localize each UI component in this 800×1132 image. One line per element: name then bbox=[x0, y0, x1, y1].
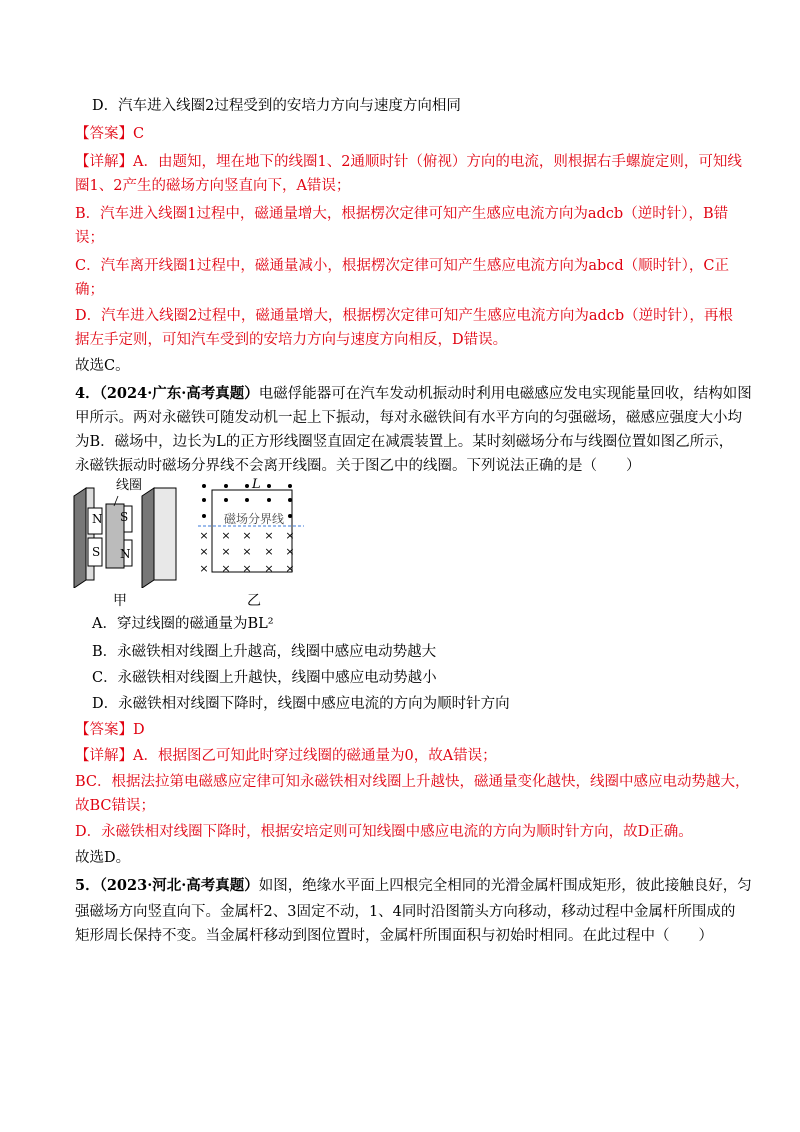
q3-detail-4: 误； bbox=[75, 230, 104, 246]
svg-text:×: × bbox=[242, 545, 252, 558]
q4-source: （2024·广东·高考真题） bbox=[99, 385, 259, 402]
fig-jia-caption: 甲 bbox=[113, 593, 127, 609]
fig-yi-side-label: L bbox=[252, 477, 261, 492]
q4-option-d: D．永磁铁相对线圈下降时，线圈中感应电流的方向为顺时针方向 bbox=[92, 696, 510, 712]
q4-option-c: C．永磁铁相对线圈上升越快，线圈中感应电动势越小 bbox=[92, 670, 437, 686]
q4-stem-4: 永磁铁振动时磁场分界线不会离开线圈。关于图乙中的线圈。下列说法正确的是（ ） bbox=[75, 458, 641, 474]
svg-text:×: × bbox=[285, 545, 295, 558]
q3-answer: 【答案】C bbox=[75, 126, 145, 142]
q4-option-b: B．永磁铁相对线圈上升越高，线圈中感应电动势越大 bbox=[92, 644, 437, 660]
q5-stem-3: 矩形周长保持不变。当金属杆移动到图位置时，金属杆所围面积与初始时相同。在此过程中（ ） bbox=[75, 928, 713, 944]
svg-text:×: × bbox=[264, 529, 274, 542]
q4-detail-4: D．永磁铁相对线圈下降时，根据安培定则可知线圈中感应电流的方向为顺时针方向，故D正确。 bbox=[75, 824, 693, 840]
q5-stem-2: 强磁场方向竖直向下。金属杆2、3固定不动，1、4同时沿图箭头方向移动，移动过程中金属杆所围成的 bbox=[75, 904, 736, 920]
q3-conclusion: 故选C。 bbox=[75, 358, 130, 374]
svg-text:×: × bbox=[242, 562, 252, 575]
q4-stem-1 bbox=[75, 384, 752, 404]
q3-detail-7: D．汽车进入线圈2过程中，磁通量增大，根据楞次定律可知产生感应电流方向为adcb（逆时针），再根 bbox=[75, 308, 733, 324]
q3-detail-8: 据左手定则，可知汽车受到的安培力方向与速度方向相反，D错误。 bbox=[75, 332, 508, 348]
figure-yi bbox=[192, 476, 312, 588]
q4-stem-text: 电磁俘能器可在汽车发动机振动时利用电磁感应发电实现能量回收，结构如图 bbox=[258, 386, 752, 402]
q5-number: 5． bbox=[75, 877, 100, 894]
q5-stem-text: 如图，绝缘水平面上四根完全相同的光滑金属杆围成矩形，彼此接触良好，匀 bbox=[258, 878, 752, 894]
fig-yi-caption: 乙 bbox=[247, 593, 261, 609]
q4-detail-2: BC．根据法拉第电磁感应定律可知永磁铁相对线圈上升越快，磁通量变化越快，线圈中感应电动势越大， bbox=[75, 774, 750, 790]
svg-text:×: × bbox=[199, 529, 209, 542]
q4-stem-2: 甲所示。两对永磁铁可随发动机一起上下振动，每对永磁铁间有水平方向的匀强磁场，磁感应强度大小均 bbox=[75, 410, 742, 426]
q4-option-a: A．穿过线圈的磁通量为BL² bbox=[92, 616, 274, 632]
svg-text:×: × bbox=[221, 545, 231, 558]
fig-jia-s-top: S bbox=[120, 510, 129, 524]
svg-text:×: × bbox=[264, 545, 274, 558]
q5-stem-1 bbox=[75, 876, 752, 896]
svg-text:×: × bbox=[221, 529, 231, 542]
svg-text:×: × bbox=[199, 562, 209, 575]
q4-stem-3: 为B．磁场中，边长为L的正方形线圈竖直固定在减震装置上。某时刻磁场分布与线圈位置如图乙所示， bbox=[75, 434, 734, 450]
q4-detail-1: 【详解】A．根据图乙可知此时穿过线圈的磁通量为0，故A错误； bbox=[75, 748, 497, 764]
svg-text:×: × bbox=[199, 545, 209, 558]
svg-text:×: × bbox=[242, 529, 252, 542]
svg-text:×: × bbox=[264, 562, 274, 575]
q4-number: 4． bbox=[75, 385, 100, 402]
svg-text:×: × bbox=[221, 562, 231, 575]
svg-text:×: × bbox=[285, 562, 295, 575]
fig-yi-boundary-label: 磁场分界线 bbox=[224, 512, 285, 526]
q4-conclusion: 故选D。 bbox=[75, 850, 131, 866]
q3-detail-1: 【详解】A．由题知，埋在地下的线圈1、2通顺时针（俯视）方向的电流，则根据右手螺旋定则，可知线 bbox=[75, 154, 742, 170]
q3-option-d: D．汽车进入线圈2过程受到的安培力方向与速度方向相同 bbox=[92, 98, 461, 114]
q3-detail-6: 确； bbox=[75, 282, 104, 298]
fig-jia-n-top: N bbox=[92, 512, 103, 526]
fig-jia-s-bottom: S bbox=[92, 545, 101, 559]
q4-answer: 【答案】D bbox=[75, 722, 145, 738]
q5-source: （2023·河北·高考真题） bbox=[99, 877, 259, 894]
q4-detail-3: 故BC错误； bbox=[75, 798, 156, 814]
q3-detail-3: B．汽车进入线圈1过程中，磁通量增大，根据楞次定律可知产生感应电流方向为adcb（逆时针），B错 bbox=[75, 206, 729, 222]
svg-text:×: × bbox=[285, 529, 295, 542]
q3-detail-2: 圈1、2产生的磁场方向竖直向下，A错误； bbox=[75, 178, 351, 194]
fig-jia-n-bottom: N bbox=[120, 547, 131, 561]
q3-detail-5: C．汽车离开线圈1过程中，磁通量减小，根据楞次定律可知产生感应电流方向为abcd（顺时针），C正 bbox=[75, 258, 729, 274]
fig-jia-coil-label: 线圈 bbox=[116, 478, 143, 493]
